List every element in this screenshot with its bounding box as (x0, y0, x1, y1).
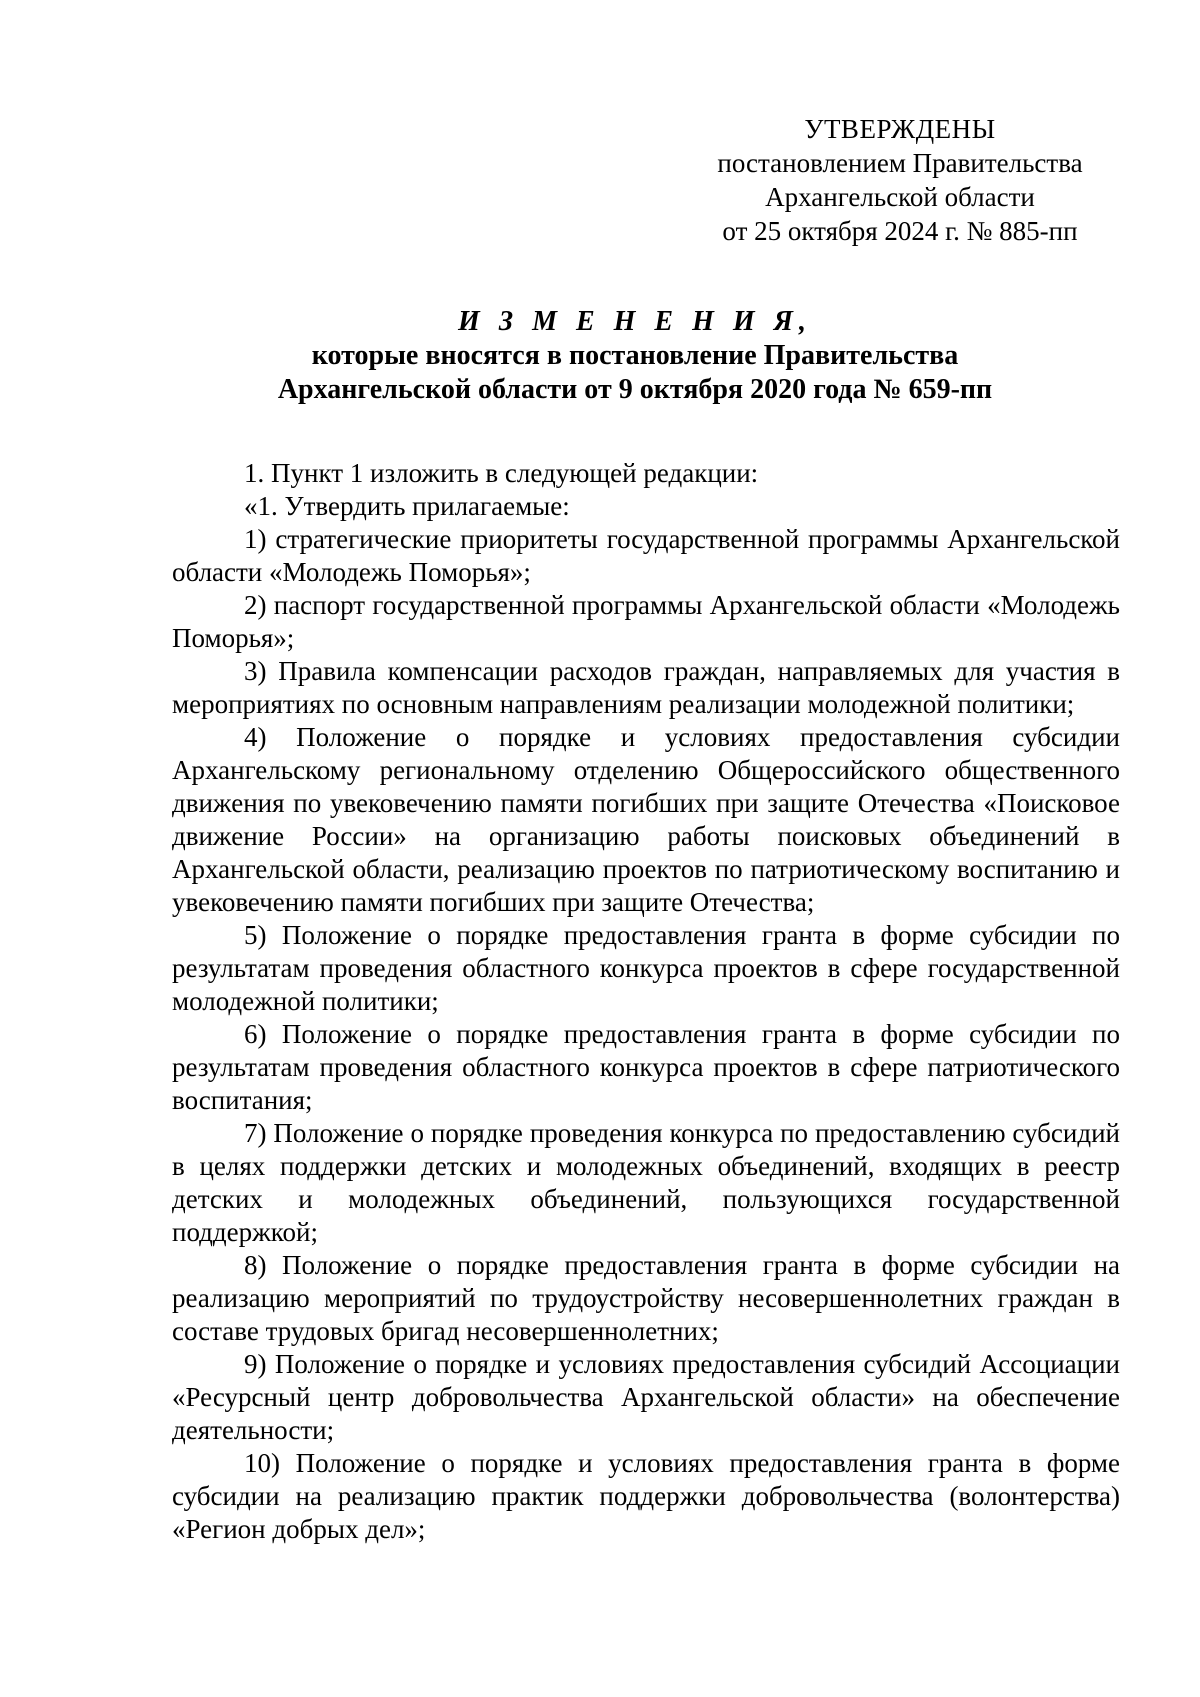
list-item-5: 5) Положение о порядке предоставления гранта в форме субсидии по результатам проведения областного конкурса проектов в сфере государственной молодежной политики; (172, 920, 1120, 1016)
approval-line-2: Архангельской области (765, 182, 1035, 212)
approval-label: УТВЕРЖДЕНЫ (804, 114, 996, 144)
list-item-8: 8) Положение о порядке предоставления гранта в форме субсидии на реализацию мероприятий по трудоустройству несовершеннолетних граждан в составе трудовых бригад несовершеннолетних; (172, 1250, 1120, 1346)
list-item-3: 3) Правила компенсации расходов граждан, направляемых для участия в мероприятиях по основным направлениям реализации молодежной политики; (172, 656, 1120, 719)
list-item-1: 1) стратегические приоритеты государственной программы Архангельской области «Молодежь Поморья»; (172, 524, 1120, 587)
list-item-7: 7) Положение о порядке проведения конкурса по предоставлению субсидий в целях поддержки детских и молодежных объединений, входящих в реестр детских и молодежных объединений, пользующихся государственной поддержкой; (172, 1118, 1120, 1247)
title-heading: И З М Е Н Е Н И Я, (458, 306, 812, 337)
paragraph-1: 1. Пункт 1 изложить в следующей редакции: (244, 458, 759, 488)
paragraph-2: «1. Утвердить прилагаемые: (244, 491, 570, 521)
list-item-10: 10) Положение о порядке и условиях предоставления гранта в форме субсидии на реализацию практик поддержки добровольчества (волонтерства) «Регион добрых дел»; (172, 1448, 1120, 1544)
approval-line-1: постановлением Правительства (717, 148, 1083, 178)
approval-line-3: от 25 октября 2024 г. № 885-пп (722, 216, 1078, 246)
approval-stamp-block (700, 112, 1100, 248)
list-item-6: 6) Положение о порядке предоставления гранта в форме субсидии по результатам проведения областного конкурса проектов в сфере патриотического воспитания; (172, 1019, 1120, 1115)
document-body (172, 457, 1120, 1546)
document-title (170, 305, 1100, 407)
title-line-2: Архангельской области от 9 октября 2020 года № 659-пп (277, 374, 993, 405)
list-item-9: 9) Положение о порядке и условиях предоставления субсидий Ассоциации «Ресурсный центр добровольчества Архангельской области» на обеспечение деятельности; (172, 1349, 1120, 1445)
title-line-1: которые вносятся в постановление Правительства (311, 340, 959, 371)
list-item-4: 4) Положение о порядке и условиях предоставления субсидии Архангельскому региональному отделению Общероссийского общественного движения по увековечению памяти погибших при защите Отечества «Поисковое движение России» на организацию работы поисковых объединений в Архангельской области, реализацию проектов по патриотическому воспитанию и увековечению памяти погибших при защите Отечества; (172, 722, 1120, 917)
list-item-2: 2) паспорт государственной программы Архангельской области «Молодежь Поморья»; (172, 590, 1120, 653)
